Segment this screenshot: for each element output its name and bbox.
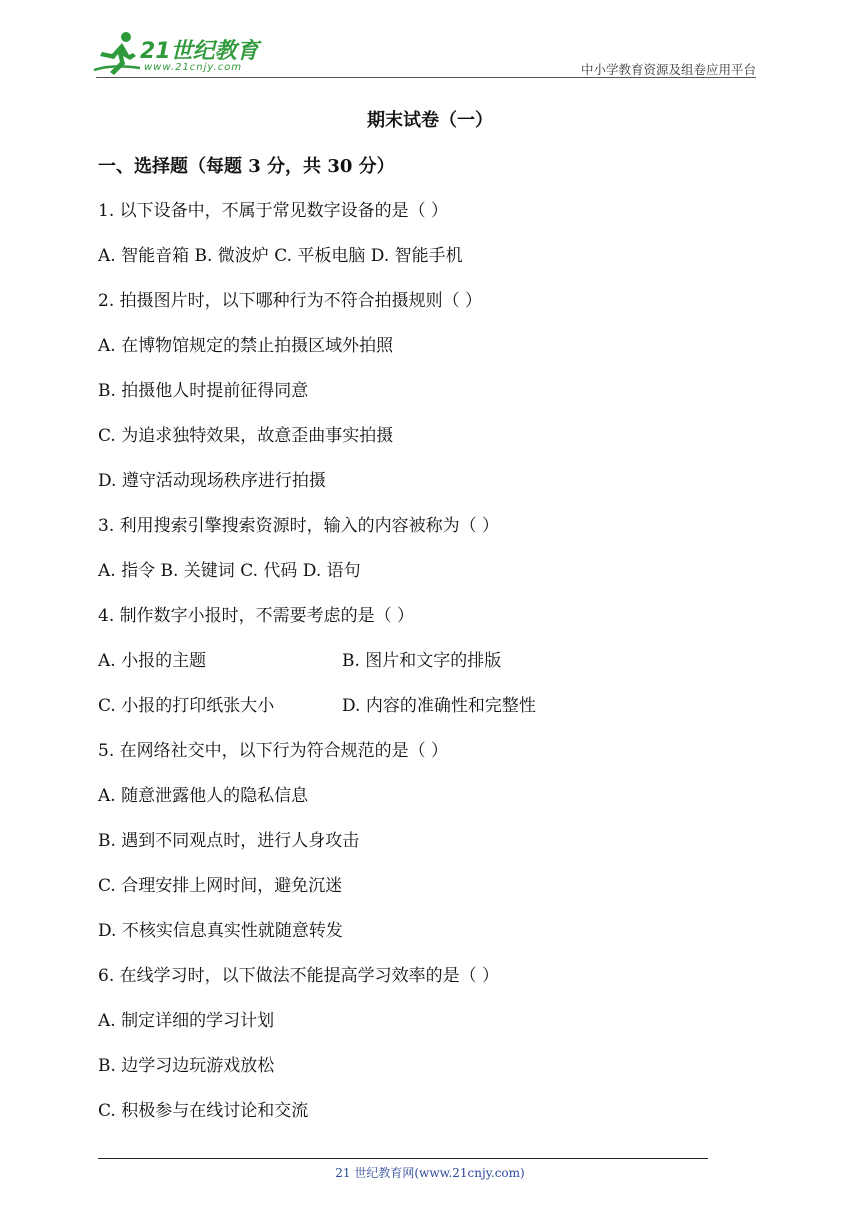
question-4: 4. 制作数字小报时，不需要考虑的是（ ） — [98, 606, 415, 626]
question-5-option-a: A. 随意泄露他人的隐私信息 — [98, 786, 309, 806]
site-logo[interactable] — [92, 30, 267, 80]
question-2-option-c: C. 为追求独特效果，故意歪曲事实拍摄 — [98, 426, 394, 446]
page-title: 期末试卷（一） — [367, 110, 493, 131]
question-6-option-c: C. 积极参与在线讨论和交流 — [98, 1101, 309, 1121]
question-5-option-c: C. 合理安排上网时间，避免沉迷 — [98, 876, 343, 896]
question-5-option-b: B. 遇到不同观点时，进行人身攻击 — [98, 831, 360, 851]
logo-text: 21世纪教育 — [140, 39, 259, 64]
question-1-options: A. 智能音箱 B. 微波炉 C. 平板电脑 D. 智能手机 — [98, 246, 463, 266]
question-2-option-d: D. 遵守活动现场秩序进行拍摄 — [98, 471, 326, 491]
platform-label: 中小学教育资源及组卷应用平台 — [580, 62, 756, 77]
question-3-options: A. 指令 B. 关键词 C. 代码 D. 语句 — [98, 561, 361, 581]
question-4-option-d: D. 内容的准确性和完整性 — [342, 696, 536, 716]
question-1: 1. 以下设备中，不属于常见数字设备的是（ ） — [98, 201, 449, 221]
logo-url: www.21cnjy.com — [144, 62, 243, 73]
question-5-option-d: D. 不核实信息真实性就随意转发 — [98, 921, 343, 941]
question-4-option-a: A. 小报的主题 — [98, 651, 207, 671]
footer-link[interactable]: 21 世纪教育网(www.21cnjy.com) — [335, 1166, 525, 1180]
question-4-options-row-1 — [98, 648, 738, 693]
question-2: 2. 拍摄图片时，以下哪种行为不符合拍摄规则（ ） — [98, 291, 483, 311]
question-4-option-b: B. 图片和文字的排版 — [342, 651, 502, 671]
page-header — [0, 0, 860, 80]
question-3: 3. 利用搜索引擎搜索资源时，输入的内容被称为（ ） — [98, 516, 500, 536]
question-6-option-b: B. 边学习边玩游戏放松 — [98, 1056, 275, 1076]
header-divider — [96, 77, 756, 78]
runner-logo-icon — [92, 30, 144, 76]
question-5: 5. 在网络社交中，以下行为符合规范的是（ ） — [98, 741, 449, 761]
footer-divider — [98, 1158, 708, 1159]
question-4-option-c: C. 小报的打印纸张大小 — [98, 696, 275, 716]
question-6-option-a: A. 制定详细的学习计划 — [98, 1011, 275, 1031]
question-2-option-b: B. 拍摄他人时提前征得同意 — [98, 381, 309, 401]
section-heading: 一、选择题（每题 3 分，共 30 分） — [98, 156, 395, 177]
question-6: 6. 在线学习时，以下做法不能提高学习效率的是（ ） — [98, 966, 500, 986]
question-4-options-row-2 — [98, 693, 738, 738]
question-list — [98, 198, 738, 1143]
question-2-option-a: A. 在博物馆规定的禁止拍摄区域外拍照 — [98, 336, 394, 356]
